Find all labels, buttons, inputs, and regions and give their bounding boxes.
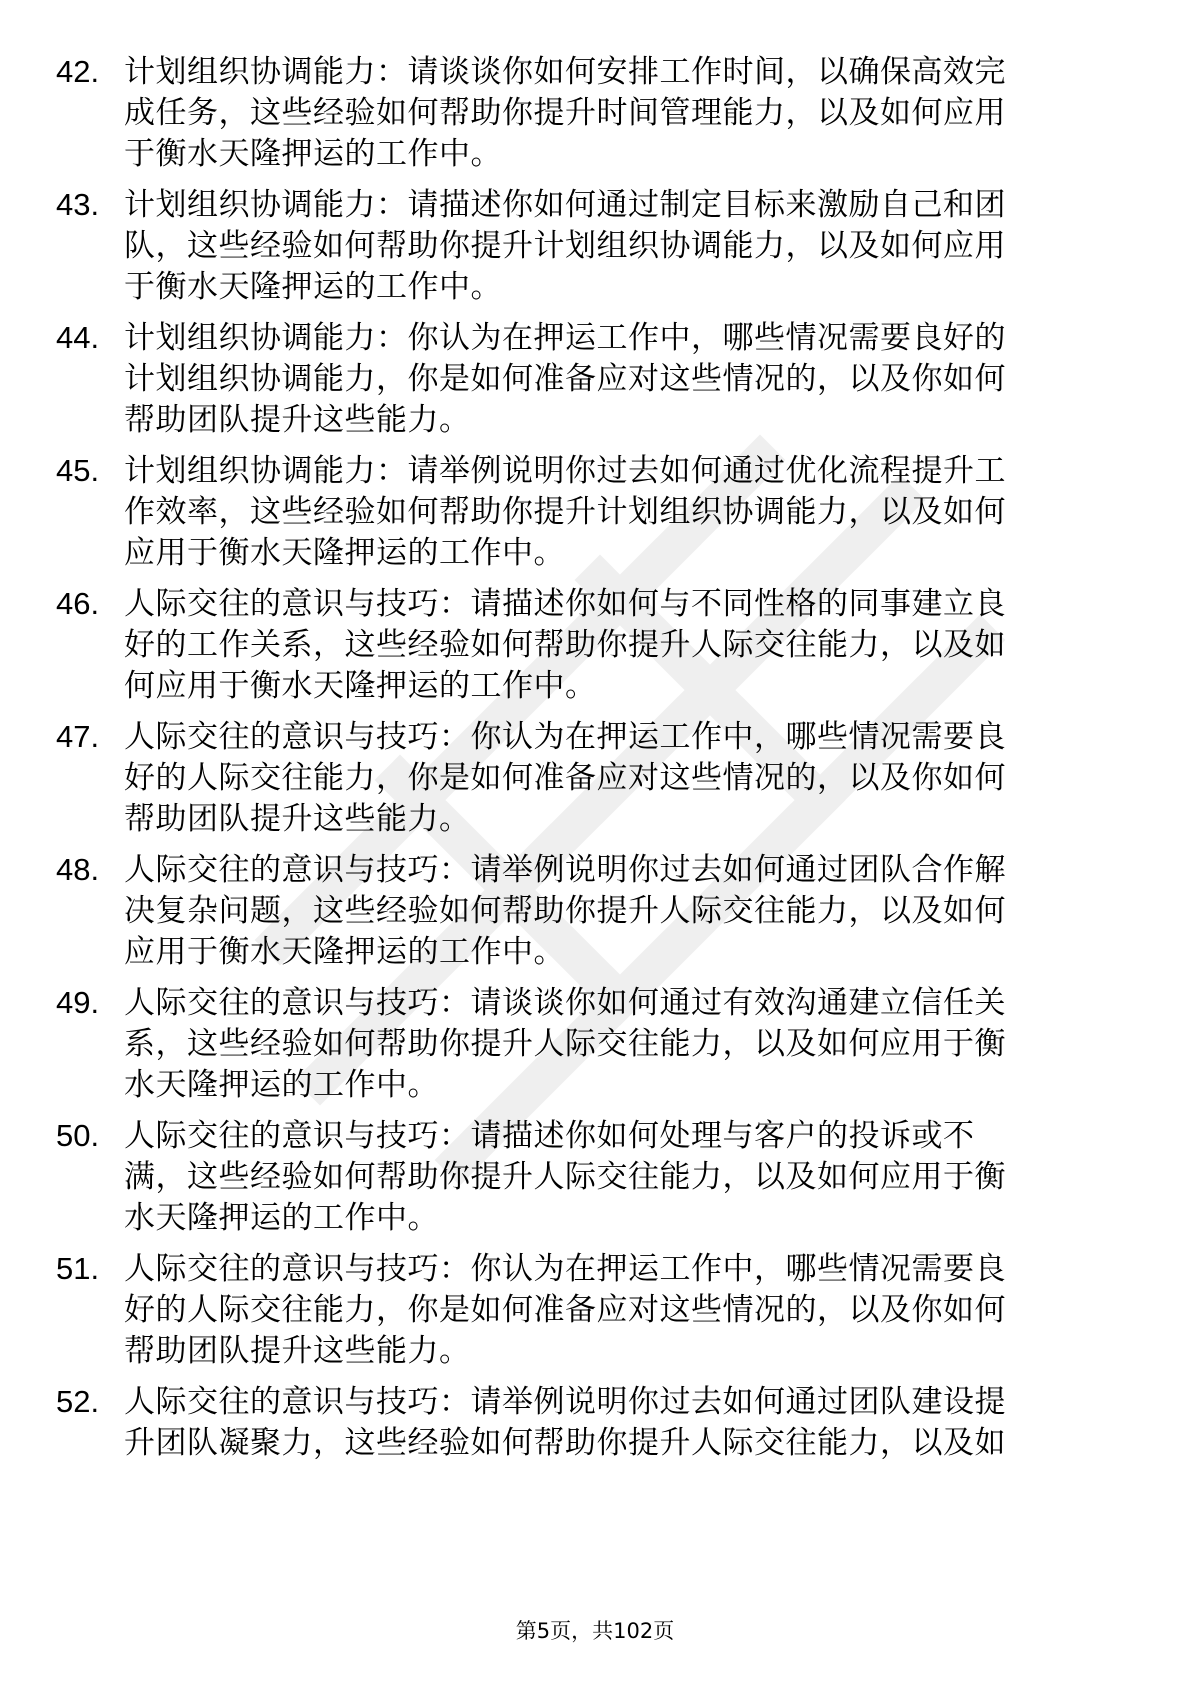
question-line: 应用于衡水天隆押运的工作中。: [124, 535, 565, 571]
question-line: 帮助团队提升这些能力。: [124, 402, 471, 438]
question-number: 50.: [56, 1118, 100, 1153]
question-line: 何应用于衡水天隆押运的工作中。: [124, 668, 597, 704]
question-line: 好的人际交往能力，你是如何准备应对这些情况的，以及你如何: [124, 760, 1006, 796]
question-line: 系，这些经验如何帮助你提升人际交往能力，以及如何应用于衡: [124, 1026, 1006, 1062]
question-line: 水天隆押运的工作中。: [124, 1067, 439, 1103]
question-number: 42.: [56, 54, 100, 89]
question-number: 44.: [56, 320, 100, 355]
question-line: 升团队凝聚力，这些经验如何帮助你提升人际交往能力，以及如: [124, 1425, 1006, 1461]
question-number: 43.: [56, 187, 100, 222]
question-text: [124, 985, 1118, 1108]
question-line: 人际交往的意识与技巧：请举例说明你过去如何通过团队合作解: [124, 852, 1006, 888]
question-line: 好的人际交往能力，你是如何准备应对这些情况的，以及你如何: [124, 1292, 1006, 1328]
question-number: 51.: [56, 1251, 100, 1286]
question-text: [124, 586, 1118, 709]
question-line: 于衡水天隆押运的工作中。: [124, 136, 502, 172]
question-line: 应用于衡水天隆押运的工作中。: [124, 934, 565, 970]
question-text: [124, 453, 1118, 576]
question-line: 好的工作关系，这些经验如何帮助你提升人际交往能力，以及如: [124, 627, 1006, 663]
question-line: 作效率，这些经验如何帮助你提升计划组织协调能力，以及如何: [124, 494, 1006, 530]
question-line: 帮助团队提升这些能力。: [124, 801, 471, 837]
question-text: [124, 54, 1118, 177]
question-line: 于衡水天隆押运的工作中。: [124, 269, 502, 305]
question-number: 46.: [56, 586, 100, 621]
question-text: [124, 1118, 1118, 1241]
question-line: 人际交往的意识与技巧：请举例说明你过去如何通过团队建设提: [124, 1384, 1006, 1420]
question-line: 决复杂问题，这些经验如何帮助你提升人际交往能力，以及如何: [124, 893, 1006, 929]
question-text: [124, 1251, 1118, 1374]
question-line: 成任务，这些经验如何帮助你提升时间管理能力，以及如何应用: [124, 95, 1006, 131]
question-text: [124, 1384, 1118, 1466]
question-line: 人际交往的意识与技巧：请谈谈你如何通过有效沟通建立信任关: [124, 985, 1006, 1021]
question-line: 人际交往的意识与技巧：你认为在押运工作中，哪些情况需要良: [124, 719, 1006, 755]
question-line: 计划组织协调能力：你认为在押运工作中，哪些情况需要良好的: [124, 320, 1006, 356]
question-text: [124, 719, 1118, 842]
question-line: 计划组织协调能力：请描述你如何通过制定目标来激励自己和团: [124, 187, 1006, 223]
question-line: 满，这些经验如何帮助你提升人际交往能力，以及如何应用于衡: [124, 1159, 1006, 1195]
question-number: 52.: [56, 1384, 100, 1419]
question-number: 45.: [56, 453, 100, 488]
question-text: [124, 187, 1118, 310]
question-line: 人际交往的意识与技巧：请描述你如何与不同性格的同事建立良: [124, 586, 1006, 622]
question-line: 计划组织协调能力，你是如何准备应对这些情况的，以及你如何: [124, 361, 1006, 397]
question-number: 48.: [56, 852, 100, 887]
question-line: 人际交往的意识与技巧：你认为在押运工作中，哪些情况需要良: [124, 1251, 1006, 1287]
question-line: 计划组织协调能力：请谈谈你如何安排工作时间，以确保高效完: [124, 54, 1006, 90]
question-line: 水天隆押运的工作中。: [124, 1200, 439, 1236]
question-number: 47.: [56, 719, 100, 754]
question-line: 人际交往的意识与技巧：请描述你如何处理与客户的投诉或不: [124, 1118, 975, 1154]
question-line: 帮助团队提升这些能力。: [124, 1333, 471, 1369]
question-text: [124, 320, 1118, 443]
question-number: 49.: [56, 985, 100, 1020]
question-text: [124, 852, 1118, 975]
question-line: 队，这些经验如何帮助你提升计划组织协调能力，以及如何应用: [124, 228, 1006, 264]
question-line: 计划组织协调能力：请举例说明你过去如何通过优化流程提升工: [124, 453, 1006, 489]
page-number-footer: 第5页，共102页: [515, 1619, 675, 1643]
